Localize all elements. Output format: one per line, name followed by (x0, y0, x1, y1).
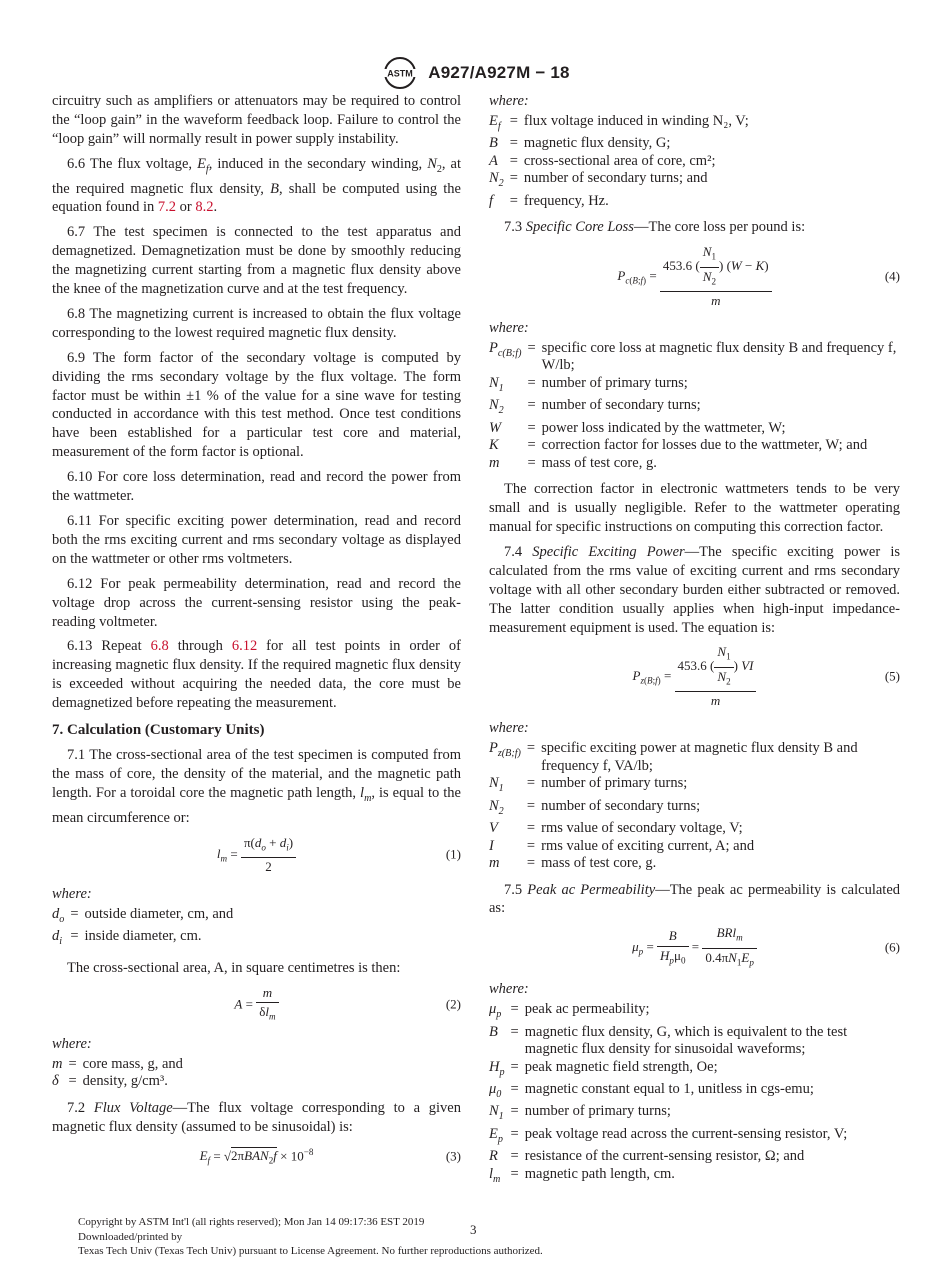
definition-text: rms value of exciting current, A; and (541, 837, 755, 854)
definitions-eq6 (489, 1001, 900, 1188)
definition-symbol: V (489, 820, 498, 837)
equals-sign: = (509, 112, 518, 129)
where-label: where: (489, 320, 529, 336)
link-8-2[interactable]: 8.2 (195, 199, 214, 216)
equation-3: $E_f = √2\pi BAN_2f \times 10^{-8}$ (3) (199, 1146, 461, 1166)
paragraph-6-8: 6.8 The magnetizing current is increased to obtain the flux voltage corresponding to the lowest required magnetic flux density. (52, 305, 461, 341)
equation-number: (6) (884, 939, 900, 955)
definition-text: magnetic flux density, G, which is equivalent to the test magnetic flux density for sinusoidal waveforms; (524, 1023, 848, 1058)
definition-text: magnetic constant equal to 1, unitless in cgs-emu; (524, 1081, 814, 1098)
definition-symbol: $\mu_0$ (489, 1081, 502, 1100)
definition-text: mass of test core, g. (541, 855, 657, 872)
equals-sign: = (510, 1081, 519, 1098)
equals-sign: = (68, 1055, 77, 1072)
definition-row (489, 1103, 900, 1125)
definition-text: peak ac permeability; (524, 1001, 650, 1018)
definition-symbol: m (52, 1055, 63, 1072)
definition-row (489, 1059, 900, 1081)
definition-text: correction factor for losses due to the wattmeter, W; and (541, 437, 868, 454)
link-6-12[interactable]: 6.12 (231, 638, 258, 655)
definition-symbol: $N_1$ (489, 775, 504, 795)
footer-line: Texas Tech Univ (Texas Tech Univ) pursuant to License Agreement. No further reproductions authorized. (78, 1245, 543, 1257)
equation-number: (1) (445, 846, 461, 862)
definition-text: magnetic flux density, G; (523, 135, 671, 152)
equation-number: (5) (884, 668, 900, 684)
equals-sign: = (510, 1103, 519, 1120)
definition-row (489, 437, 900, 455)
link-6-8[interactable]: 6.8 (150, 638, 169, 655)
definition-text: number of secondary turns; (541, 397, 701, 414)
paragraph-6-6: 6.6 The flux voltage, $E_f$, induced in the secondary winding, $N_2$, at the required magnetic flux density, B, shall be computed using the equation found in 7.2 or 8.2. (52, 155, 462, 216)
definition-symbol: $N_2$ (489, 797, 504, 817)
definition-symbol: B (489, 135, 498, 152)
link-7-2[interactable]: 7.2 (157, 199, 177, 216)
definition-row (489, 397, 900, 419)
paragraph-6-11: 6.11 For specific exciting power determination, read and record both the rms exciting current and rms secondary voltage as displayed on the wattmeter or other rms voltmeters. (52, 513, 461, 567)
equals-sign: = (509, 152, 518, 169)
definition-row (489, 775, 900, 797)
equals-sign: = (509, 135, 518, 152)
definition-symbol: $N_1$ (489, 1103, 504, 1123)
equals-sign: = (510, 1125, 519, 1142)
definition-symbol: A (489, 152, 498, 169)
definition-text: power loss indicated by the wattmeter, W; (541, 419, 786, 436)
definition-symbol: $P_{z(B;f)}$ (489, 740, 521, 760)
section-heading-7: 7. Calculation (Customary Units) (52, 722, 265, 739)
definition-row (489, 1166, 900, 1188)
page-header (0, 56, 950, 90)
definition-text: inside diameter, cm. (84, 928, 202, 945)
definition-row (489, 1126, 900, 1148)
paragraph-area: The cross-sectional area, A, in square centimetres is then: (67, 959, 401, 976)
definition-symbol: $N_1$ (489, 374, 504, 394)
svg-text:ASTM: ASTM (387, 68, 414, 79)
definition-row (489, 455, 900, 473)
equals-sign: = (526, 837, 536, 854)
equals-sign: = (526, 855, 536, 872)
equation-number: (3) (445, 1148, 461, 1164)
equals-sign: = (526, 820, 536, 837)
definition-row (489, 170, 749, 192)
equals-sign: = (526, 775, 536, 792)
paragraph-6-13: 6.13 Repeat 6.8 through 6.12 for all test points in order of increasing magnetic flux density. If the required magnetic flux density is exceeded without acquiring the needed data, the core must be demagnetized before repeating the measurement. (52, 638, 462, 712)
definition-symbol: $l_m$ (489, 1165, 501, 1185)
definition-symbol: K (489, 437, 499, 454)
paragraph-6-7: 6.7 The test specimen is connected to the test apparatus and demagnetized. Demagnetization must be done by smoothly reducing the magnetizing current starting from a magnetic flux density above the knee of the magnetization curve and at the test frequency. (52, 224, 461, 298)
where-label: where: (489, 981, 529, 998)
definition-row (489, 855, 900, 873)
definition-text: mass of test core, g. (541, 454, 657, 471)
equals-sign: = (510, 1058, 519, 1075)
equals-sign: = (527, 454, 536, 471)
page-number: 3 (470, 1222, 477, 1237)
equation-6: $\mu_p$ = $\frac{B}{H_p\mu_0}$ = $\frac{BRl_m}{0.4\pi N_1E_p}$ (6) (632, 925, 900, 968)
definition-symbol: f (489, 192, 494, 209)
equation-1: $l_m$ = $\frac{\pi(d_o + d_i)}{2}$ (1) (216, 834, 461, 874)
definitions-eq2 (52, 1056, 183, 1091)
paragraph-7-2: 7.2 Flux Voltage—The flux voltage corresponding to a given magnetic flux density (assumed to be sinusoidal) is: (52, 1099, 461, 1135)
astm-logo-icon (380, 56, 420, 90)
definition-row (489, 798, 900, 820)
definition-text: density, g/cm³. (82, 1073, 168, 1090)
equals-sign: = (510, 1023, 519, 1040)
paragraph-7-5: 7.5 Peak ac Permeability—The peak ac permeability is calculated as: (489, 881, 900, 917)
equals-sign: = (527, 374, 536, 391)
definition-symbol: $N_2$ (489, 170, 504, 190)
equals-sign: = (70, 905, 79, 922)
definition-text: specific core loss at magnetic flux density B and frequency f, W/lb; (541, 339, 897, 374)
definition-symbol: $d_o$ (52, 905, 65, 925)
equals-sign: = (510, 1148, 519, 1165)
definition-row (489, 420, 900, 438)
right-column (489, 92, 900, 1196)
equals-sign: = (526, 797, 536, 814)
paragraph-6-12: 6.12 For peak permeability determination, read and record the voltage drop across the current-sensing resistor using the peak-reading voltmeter. (52, 575, 461, 630)
definition-symbol: B (489, 1023, 498, 1040)
paragraph-continuation: circuitry such as amplifiers or attenuators may be required to control the “loop gain” in the waveform feedback loop. Failure to control the “loop gain” will normally result in power supply instability. (52, 93, 461, 147)
definition-row (489, 153, 749, 171)
definition-text: number of primary turns; (541, 775, 688, 792)
equals-sign: = (68, 1073, 77, 1090)
equals-sign: = (509, 170, 518, 187)
footer-line: Copyright by ASTM Int'l (all rights reserved); Mon Jan 14 09:17:36 EST 2019 (78, 1216, 425, 1228)
standard-code: A927/A927M − 18 (428, 63, 570, 82)
definition-row (489, 820, 900, 838)
equation-2: A = $\frac{m}{\delta l_m}$ (2) (234, 984, 461, 1022)
definition-text: cross-sectional area of core, cm²; (523, 152, 716, 169)
definition-symbol: $E_f$ (489, 112, 501, 132)
definition-text: resistance of the current-sensing resistor, Ω; and (524, 1148, 805, 1165)
definition-row (489, 113, 749, 135)
definition-symbol: $E_p$ (489, 1125, 503, 1145)
equals-sign: = (527, 339, 536, 356)
definition-text: number of primary turns; (541, 374, 688, 391)
definition-text: core mass, g, and (82, 1055, 183, 1072)
definition-row (489, 740, 900, 775)
definition-row (52, 1073, 183, 1091)
definition-text: number of secondary turns; and (523, 170, 708, 187)
definition-symbol: $\mu_p$ (489, 1001, 502, 1021)
definition-symbol: $P_{c(B;f)}$ (489, 339, 522, 359)
definition-text: specific exciting power at magnetic flux density B and frequency f, VA/lb; (541, 740, 858, 774)
definition-symbol: m (489, 454, 500, 471)
definition-text: peak voltage read across the current-sensing resistor, V; (524, 1125, 848, 1142)
paragraph-7-3: 7.3 Specific Core Loss—The core loss per pound is: (504, 219, 806, 236)
definition-text: magnetic path length, cm. (524, 1165, 675, 1182)
equals-sign: = (509, 192, 518, 209)
definition-text: rms value of secondary voltage, V; (541, 820, 743, 837)
equals-sign: = (527, 437, 536, 454)
equals-sign: = (527, 397, 536, 414)
definition-text: frequency, Hz. (523, 192, 609, 209)
definitions-eq3 (489, 113, 749, 210)
definition-text: flux voltage induced in winding N₂, V; (523, 112, 749, 129)
definition-symbol: W (489, 419, 502, 436)
definition-row (489, 340, 900, 375)
definition-row (489, 1081, 900, 1103)
paragraph-6-10: 6.10 For core loss determination, read and record the power from the wattmeter. (52, 469, 461, 505)
definition-row (52, 1056, 183, 1074)
definition-text: outside diameter, cm, and (84, 905, 234, 922)
definition-symbol: $H_p$ (489, 1058, 505, 1078)
equals-sign: = (527, 419, 536, 436)
definitions-eq4 (489, 340, 900, 472)
definition-row (489, 1148, 900, 1166)
definition-symbol: δ (52, 1073, 59, 1090)
definition-symbol: R (489, 1148, 498, 1165)
definition-symbol: $d_i$ (52, 928, 63, 948)
equation-number: (2) (445, 996, 461, 1012)
definition-row (489, 135, 749, 153)
definition-row (489, 1024, 900, 1059)
definition-text: number of primary turns; (524, 1103, 671, 1120)
equals-sign: = (70, 928, 79, 945)
paragraph-7-4: 7.4 Specific Exciting Power—The specific exciting power is calculated from the rms value of exciting current and rms secondary voltage with all other secondary burden either subtracted or removed. The latter condition usually applies when high-input impedance-measurement equipment is used. The equation is: (489, 543, 900, 636)
where-label: where: (52, 1035, 92, 1052)
definition-row (52, 906, 233, 928)
equation-number: (4) (884, 268, 900, 284)
definitions-eq5 (489, 740, 900, 872)
definition-symbol: I (489, 837, 494, 854)
copyright-footer (78, 1215, 678, 1259)
definition-symbol: m (489, 855, 500, 872)
equation-5: $P_{z(B;f)}$ = 453.6 ( $\frac{N_1}{N_2}$ ) VI m (5) (632, 644, 900, 709)
where-label: where: (52, 885, 92, 902)
definition-row (489, 1001, 900, 1023)
where-label: where: (489, 720, 529, 737)
definition-symbol: $N_2$ (489, 397, 504, 417)
paragraph-correction: The correction factor in electronic wattmeters tends to be very small and is usually negligible. Refer to the wattmeter operating manual for specific instructions on computing this correction factor. (489, 481, 900, 535)
definition-row (52, 928, 233, 950)
definition-row (489, 193, 749, 211)
equals-sign: = (526, 740, 536, 757)
equals-sign: = (510, 1001, 519, 1018)
where-label: where: (489, 93, 529, 109)
left-column (52, 92, 461, 1178)
definitions-eq1 (52, 906, 233, 951)
equals-sign: = (510, 1165, 519, 1182)
equation-4: $P_{c(B;f)}$ = 453.6 ( $\frac{N_1}{N_2}$ ) (W − K) m (4) (617, 244, 900, 309)
paragraph-6-9: 6.9 The form factor of the secondary voltage is computed by dividing the rms secondary voltage by the flux voltage. The form factor must be within ±1 % of the value for a sine wave for testing conducted in accordance with this test method. Once test conditions have been established for a particular test core and material, measurement of the form factor is optional. (52, 349, 461, 461)
paragraph-7-1: 7.1 The cross-sectional area of the test specimen is computed from the mass of core, the density of the material, and the magnetic path length. For a toroidal core the magnetic path length, $l_m$, is equal to the mean circumference or: (52, 746, 461, 826)
definition-text: peak magnetic field strength, Oe; (524, 1058, 718, 1075)
definition-row (489, 375, 900, 397)
footer-line: Downloaded/printed by (78, 1230, 183, 1243)
definition-text: number of secondary turns; (541, 797, 701, 814)
definition-row (489, 838, 900, 856)
